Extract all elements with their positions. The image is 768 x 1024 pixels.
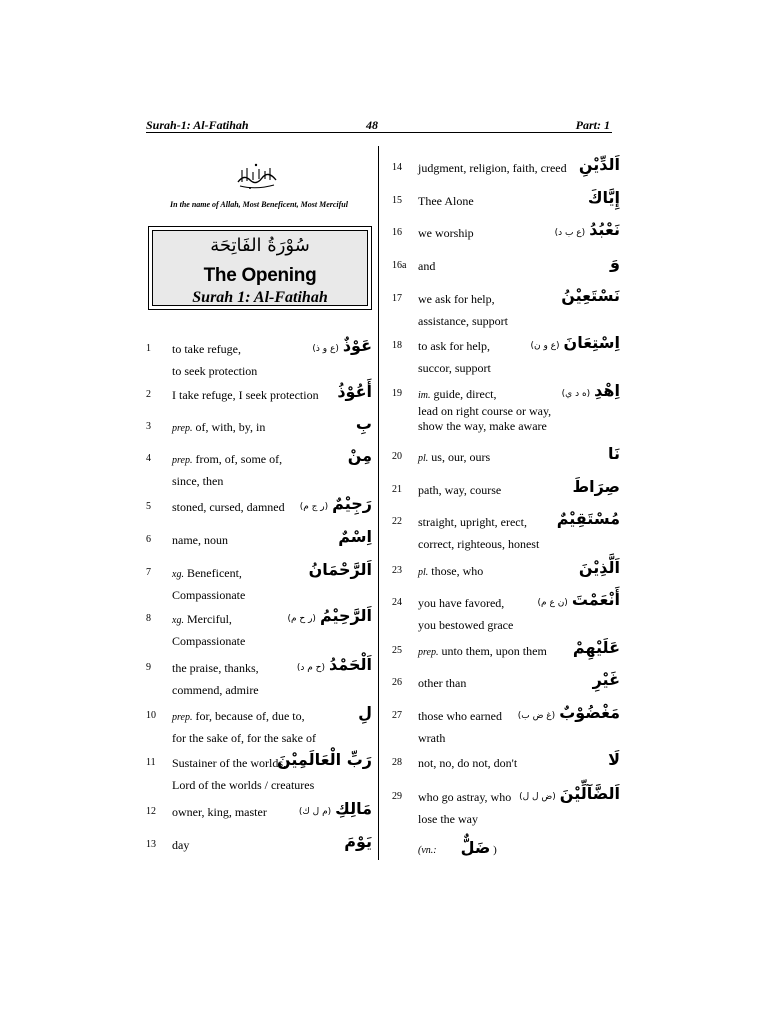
- entry-number: 21: [392, 484, 402, 495]
- entry-meaning: not, no, do not, don't: [418, 756, 518, 770]
- entry-number: 11: [146, 757, 156, 768]
- header-surah: Surah-1: Al-Fatihah: [146, 118, 249, 132]
- vocab-entry: [146, 655, 372, 695]
- entry-number: 7: [146, 567, 151, 578]
- arabic-word: مَغْضُوْبٌ(غ ض ب): [517, 703, 620, 722]
- part-of-speech: prep.: [418, 647, 439, 658]
- entry-meaning-continued: succor, support: [418, 361, 491, 375]
- vocab-entry: [146, 560, 372, 600]
- arabic-word: غَيْرِ: [592, 670, 620, 689]
- entry-meaning: pl. us, our, ours: [418, 450, 491, 464]
- entry-meaning: owner, king, master: [172, 805, 267, 819]
- part-of-speech: im.: [418, 390, 431, 401]
- entry-meaning: day: [172, 838, 190, 852]
- title-box: [148, 226, 372, 310]
- verbal-noun-close: ): [490, 844, 497, 856]
- arabic-word: إِيَّاكَ: [587, 188, 620, 207]
- entry-number: 15: [392, 195, 402, 206]
- entry-meaning: we ask for help,: [418, 292, 495, 306]
- entry-number: 26: [392, 677, 402, 688]
- entry-number: 29: [392, 791, 402, 802]
- verbal-noun-note: [392, 832, 620, 872]
- verbal-noun-text: [418, 838, 497, 857]
- arabic-root: (ض ل ل): [519, 792, 556, 802]
- entry-meaning: name, noun: [172, 533, 228, 547]
- entry-meaning-continued: lead on right course or way,: [418, 404, 552, 418]
- arabic-word: مُسْتَقِيْمٌ: [556, 509, 620, 528]
- entry-number: 10: [146, 710, 156, 721]
- surah-arabic-title: سُوْرَةُ الفَاتِحَة: [210, 235, 310, 256]
- entry-meaning-continued: you bestowed grace: [418, 618, 514, 632]
- vocab-entry: [146, 703, 372, 743]
- entry-meaning: to take refuge,: [172, 342, 241, 356]
- arabic-word: نَسْتَعِيْنُ: [561, 286, 620, 305]
- arabic-word: لَا: [608, 750, 620, 769]
- arabic-word: عَلَيْهِمْ: [572, 638, 620, 657]
- page-number: 48: [366, 118, 378, 132]
- arabic-word: مِنْ: [347, 446, 372, 465]
- part-of-speech: pl.: [418, 453, 429, 464]
- entry-meaning: those who earned: [418, 709, 502, 723]
- entry-number: 13: [146, 839, 156, 850]
- entry-meaning-continued: correct, righteous, honest: [418, 537, 540, 551]
- arabic-word: يَوْمَ: [344, 832, 372, 851]
- entry-meaning: prep. unto them, upon them: [418, 644, 547, 658]
- entry-meaning: pl. those, who: [418, 564, 484, 578]
- entry-meaning-continued: Compassionate: [172, 634, 246, 648]
- vocab-entry: [146, 832, 372, 872]
- arabic-word: اِهْدِ(ه د ي): [561, 381, 620, 400]
- entry-number: 24: [392, 597, 402, 608]
- entry-number: 2: [146, 389, 151, 400]
- entry-meaning: to ask for help,: [418, 339, 490, 353]
- entry-meaning: prep. from, of, some of,: [172, 452, 283, 466]
- entry-number: 8: [146, 613, 151, 624]
- vocab-entry: [392, 509, 620, 549]
- arabic-word: رَجِيْمٌ(ر ج م): [299, 494, 372, 513]
- entry-meaning-continued: commend, admire: [172, 683, 259, 697]
- arabic-word: نَا: [607, 444, 620, 463]
- entry-number: 17: [392, 293, 402, 304]
- arabic-word: مَالِكِ(م ل ك): [298, 799, 372, 818]
- entry-number: 19: [392, 388, 402, 399]
- arabic-word: وَ: [610, 253, 620, 272]
- entry-meaning: we worship: [418, 226, 474, 240]
- vocab-entry: [392, 703, 620, 743]
- arabic-root: (ع و ن): [530, 341, 560, 351]
- entry-meaning-continued: Compassionate: [172, 588, 246, 602]
- part-of-speech: prep.: [172, 712, 193, 723]
- entry-number: 18: [392, 340, 402, 351]
- entry-meaning: you have favored,: [418, 596, 505, 610]
- part-of-speech: pl.: [418, 567, 429, 578]
- vocab-entry: [146, 336, 372, 376]
- vocab-entry: [392, 286, 620, 326]
- entry-meaning: im. guide, direct,: [418, 387, 497, 401]
- entry-meaning-continued: show the way, make aware: [418, 419, 547, 433]
- arabic-root: (ح م د): [296, 663, 325, 673]
- vocab-entry: [392, 381, 620, 433]
- entry-meaning: and: [418, 259, 436, 273]
- entry-number: 25: [392, 645, 402, 656]
- arabic-word: رَبِّ الْعَالَمِيْنَ: [276, 750, 372, 769]
- arabic-root: (غ ض ب): [517, 711, 556, 721]
- entry-meaning: who go astray, who: [418, 790, 512, 804]
- arabic-word: نَعْبُدُ(ع ب د): [554, 220, 620, 239]
- arabic-word: لِ: [358, 703, 372, 722]
- entry-meaning-continued: to seek protection: [172, 364, 258, 378]
- arabic-root: (ر ح م): [287, 614, 316, 624]
- verbal-noun-arabic: ضَلٌّ: [460, 838, 491, 857]
- entry-number: 27: [392, 710, 402, 721]
- vocab-entry: [146, 750, 372, 790]
- entry-number: 23: [392, 565, 402, 576]
- part-of-speech: xg.: [172, 615, 184, 626]
- entry-meaning: straight, upright, erect,: [418, 515, 527, 529]
- entry-number: 9: [146, 662, 151, 673]
- verbal-noun-label: (vn.:: [418, 845, 437, 856]
- entry-number: 16a: [392, 260, 407, 271]
- arabic-word: أَعُوْذُ: [337, 382, 372, 401]
- entry-meaning: prep. of, with, by, in: [172, 420, 266, 434]
- entry-meaning-continued: wrath: [418, 731, 446, 745]
- arabic-word: صِرَاطَ: [572, 477, 620, 496]
- vocab-entry: [146, 446, 372, 486]
- entry-meaning: xg. Merciful,: [172, 612, 232, 626]
- entry-meaning: other than: [418, 676, 467, 690]
- entry-meaning: Thee Alone: [418, 194, 474, 208]
- entry-meaning: I take refuge, I seek protection: [172, 388, 319, 402]
- arabic-word: اِسْمٌ: [338, 527, 372, 546]
- entry-meaning-continued: for the sake of, for the sake of: [172, 731, 316, 745]
- arabic-word: اَلدِّيْنِ: [578, 155, 620, 174]
- arabic-word: اَلرَّحْمَانُ: [308, 560, 372, 579]
- entry-meaning: path, way, course: [418, 483, 502, 497]
- entry-number: 6: [146, 534, 151, 545]
- entry-meaning: the praise, thanks,: [172, 661, 259, 675]
- part-of-speech: prep.: [172, 423, 193, 434]
- part-of-speech: xg.: [172, 569, 184, 580]
- arabic-word: اَلْحَمْدُ(ح م د): [296, 655, 372, 674]
- vocab-entry: [392, 333, 620, 373]
- entry-number: 20: [392, 451, 402, 462]
- arabic-root: (ع و ذ): [312, 344, 339, 354]
- page-header: [146, 118, 612, 133]
- entry-meaning: stoned, cursed, damned: [172, 500, 285, 514]
- entry-number: 1: [146, 343, 151, 354]
- entry-meaning-continued: assistance, support: [418, 314, 508, 328]
- arabic-word: اِسْتِعَانَ(ع و ن): [530, 333, 620, 352]
- entry-meaning: Sustainer of the worlds,: [172, 756, 286, 770]
- arabic-root: (ر ج م): [299, 502, 329, 512]
- entry-meaning: prep. for, because of, due to,: [172, 709, 305, 723]
- entry-meaning-continued: Lord of the worlds / creatures: [172, 778, 315, 792]
- entry-number: 4: [146, 453, 151, 464]
- vocab-entry: [392, 590, 620, 630]
- entry-number: 5: [146, 501, 151, 512]
- entry-number: 14: [392, 162, 402, 173]
- entry-number: 3: [146, 421, 151, 432]
- entry-meaning-continued: lose the way: [418, 812, 478, 826]
- title-panel: [152, 230, 368, 306]
- arabic-word: أَنْعَمْتَ(ن ع م): [537, 590, 620, 609]
- basmala-calligraphy-icon: [236, 160, 278, 192]
- part-of-speech: prep.: [172, 455, 193, 466]
- arabic-word: عَوْذٌ(ع و ذ): [312, 336, 372, 355]
- intro-line: In the name of Allah, Most Beneficent, Most Merciful: [170, 200, 348, 209]
- entry-number: 12: [146, 806, 156, 817]
- arabic-word: اَلضَّآلِّيْنَ(ض ل ل): [519, 784, 620, 803]
- entry-meaning: xg. Beneficent,: [172, 566, 242, 580]
- vocab-entry: [392, 784, 620, 824]
- surah-subtitle: Surah 1: Al-Fatihah: [192, 289, 328, 306]
- surah-english-title: The Opening: [203, 265, 317, 286]
- column-divider: [378, 146, 379, 860]
- entry-number: 28: [392, 757, 402, 768]
- arabic-root: (م ل ك): [298, 807, 332, 817]
- arabic-root: (ع ب د): [554, 228, 586, 238]
- arabic-word: اَلَّذِيْنَ: [578, 558, 620, 577]
- entry-number: 16: [392, 227, 402, 238]
- header-part: Part: 1: [575, 118, 610, 132]
- vocab-entry: [146, 606, 372, 646]
- arabic-root: (ن ع م): [537, 598, 568, 608]
- entry-meaning: judgment, religion, faith, creed: [418, 161, 567, 175]
- arabic-word: بِ: [355, 414, 372, 433]
- entry-number: 22: [392, 516, 402, 527]
- arabic-root: (ه د ي): [561, 389, 591, 399]
- entry-meaning-continued: since, then: [172, 474, 224, 488]
- arabic-word: اَلرَّحِيْمُ(ر ح م): [287, 606, 372, 625]
